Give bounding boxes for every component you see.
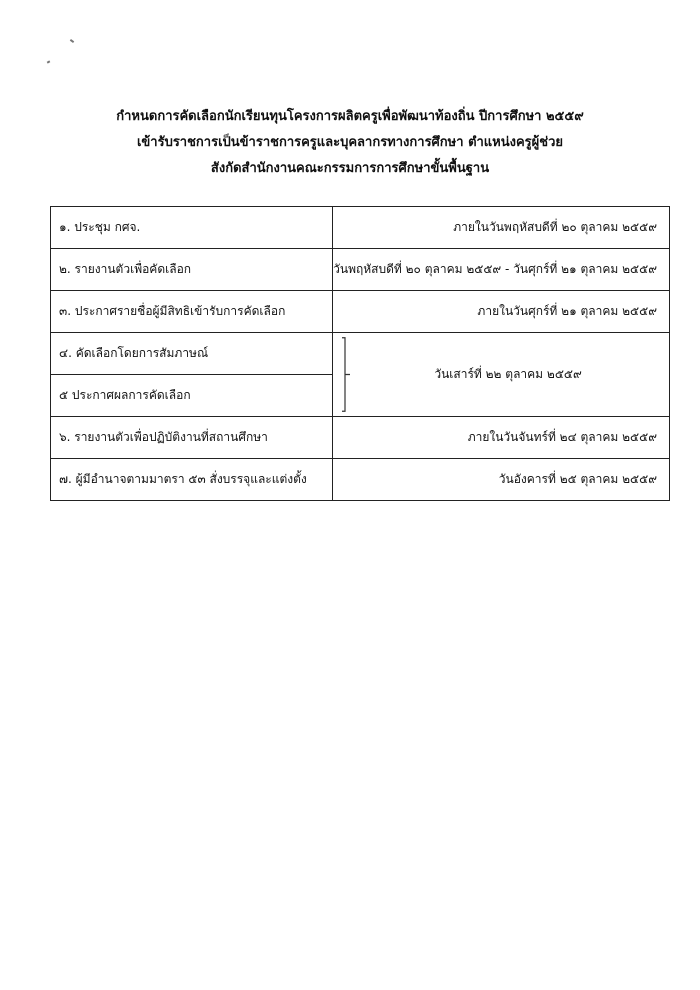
task-cell: ๒. รายงานตัวเพื่อคัดเลือก bbox=[51, 249, 333, 291]
task-cell: ๗. ผู้มีอำนาจตามมาตรา ๕๓ สั่งบรรจุและแต่งตั้ง bbox=[51, 459, 333, 501]
date-cell: ภายในวันจันทร์ที่ ๒๔ ตุลาคม ๒๕๕๙ bbox=[333, 417, 670, 459]
task-cell: ๔. คัดเลือกโดยการสัมภาษณ์ bbox=[51, 333, 333, 375]
title-line-1: กำหนดการคัดเลือกนักเรียนทุนโครงการผลิตครูเพื่อพัฒนาท้องถิ่น ปีการศึกษา ๒๕๕๙ bbox=[116, 109, 584, 124]
table-row bbox=[51, 249, 670, 291]
table-row bbox=[51, 291, 670, 333]
table-row bbox=[51, 207, 670, 249]
date-cell: วันพฤหัสบดีที่ ๒๐ ตุลาคม ๒๕๕๙ - วันศุกร์ที่ ๒๑ ตุลาคม ๒๕๕๙ bbox=[333, 249, 670, 291]
title-line-3: สังกัดสำนักงานคณะกรรมการการศึกษาขั้นพื้นฐาน bbox=[210, 161, 490, 176]
merged-date-cell bbox=[333, 333, 670, 417]
date-cell: ภายในวันศุกร์ที่ ๒๑ ตุลาคม ๒๕๕๙ bbox=[333, 291, 670, 333]
scan-speck bbox=[70, 39, 74, 43]
table-row bbox=[51, 417, 670, 459]
schedule-table bbox=[50, 206, 670, 501]
table-row bbox=[51, 333, 670, 375]
date-cell: ภายในวันพฤหัสบดีที่ ๒๐ ตุลาคม ๒๕๕๙ bbox=[333, 207, 670, 249]
task-cell: ๖. รายงานตัวเพื่อปฏิบัติงานที่สถานศึกษา bbox=[51, 417, 333, 459]
task-cell: ๑. ประชุม กศจ. bbox=[51, 207, 333, 249]
merged-date-text: วันเสาร์ที่ ๒๒ ตุลาคม ๒๕๕๙ bbox=[434, 367, 582, 381]
date-cell: วันอังคารที่ ๒๕ ตุลาคม ๒๕๕๙ bbox=[333, 459, 670, 501]
title-line-2: เข้ารับราชการเป็นข้าราชการครูและบุคลากรทางการศึกษา ตำแหน่งครูผู้ช่วย bbox=[136, 135, 564, 150]
scan-speck bbox=[47, 60, 51, 63]
task-cell: ๓. ประกาศรายชื่อผู้มีสิทธิเข้ารับการคัดเลือก bbox=[51, 291, 333, 333]
brace-bracket bbox=[341, 337, 351, 412]
document-title bbox=[0, 104, 700, 182]
task-cell: ๕ ประกาศผลการคัดเลือก bbox=[51, 375, 333, 417]
table-row bbox=[51, 459, 670, 501]
